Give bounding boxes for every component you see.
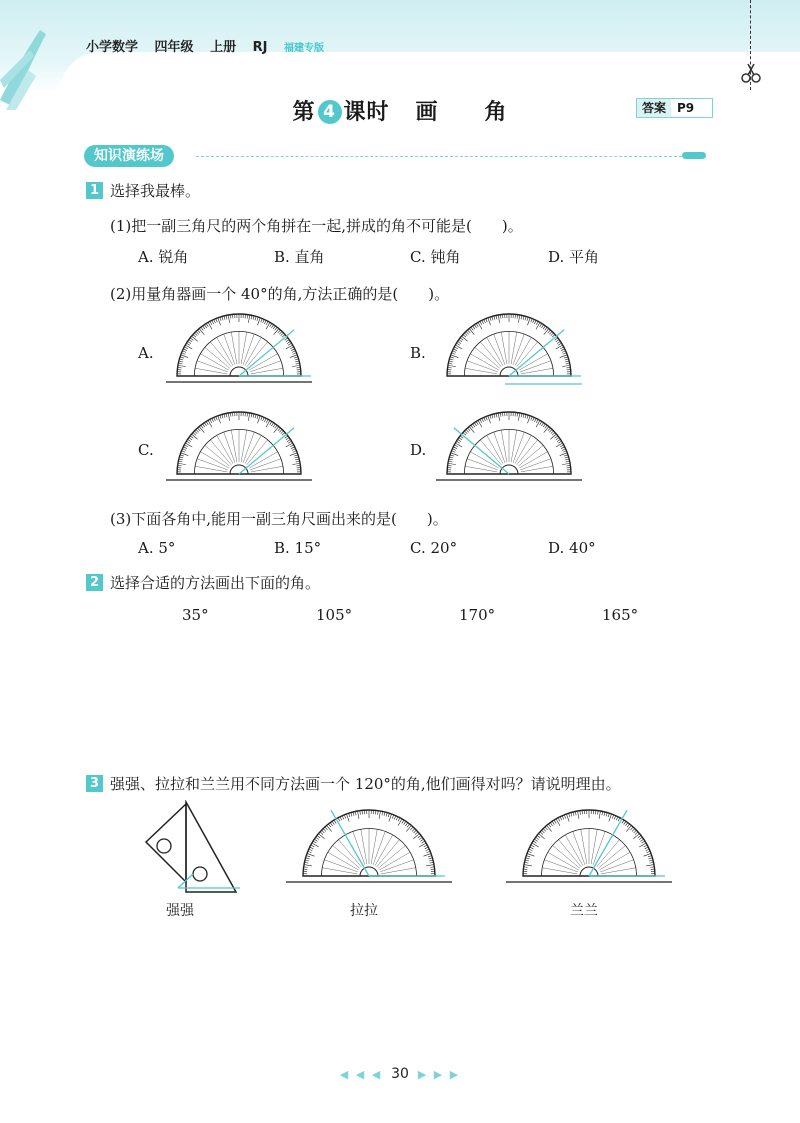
protractor-b <box>434 310 584 390</box>
answer-label: 答案 <box>637 99 671 117</box>
protractor-a <box>164 310 314 390</box>
q1-part3-option-c: C. 20° <box>410 539 458 557</box>
q1-part1-option-a: A. 锐角 <box>138 248 189 266</box>
q1-part1-option-d: D. 平角 <box>548 248 600 266</box>
q2-angle-165: 165° <box>602 606 639 624</box>
q1-number: 1 <box>86 182 103 199</box>
caption-lanlan: 兰兰 <box>570 903 598 919</box>
protractor-lala <box>284 806 454 890</box>
q1-part2-option-a: A. <box>138 344 154 362</box>
q1-title: 选择我最棒。 <box>110 182 201 200</box>
q1-part1-option-c: C. 钝角 <box>410 248 461 266</box>
lesson-number: 4 <box>318 100 342 124</box>
q1-part2-option-b: B. <box>410 344 426 362</box>
q3-number: 3 <box>86 775 103 792</box>
page-footer <box>0 1066 800 1082</box>
q1-part3-option-a: A. 5° <box>138 539 176 557</box>
q1-part2-option-d: D. <box>410 441 427 459</box>
triangle-rulers-figure <box>138 800 248 896</box>
page-number: 30 <box>391 1066 409 1082</box>
answer-page: P9 <box>671 99 712 117</box>
q1-part2-option-c: C. <box>138 441 154 459</box>
title-name: 画 角 <box>415 100 508 125</box>
q2-angle-105: 105° <box>316 606 353 624</box>
header-grade: 四年级 <box>154 40 194 55</box>
header-volume: 上册 <box>210 40 237 55</box>
header-info <box>86 36 336 55</box>
q1-part1-option-b: B. 直角 <box>274 248 325 266</box>
q2-title: 选择合适的方法画出下面的角。 <box>110 574 321 592</box>
q1-part3-option-d: D. 40° <box>548 539 596 557</box>
protractor-c <box>164 408 314 488</box>
q2-angle-170: 170° <box>459 606 496 624</box>
title-middle: 课时 <box>343 100 390 125</box>
footer-arrows-right: ▶ ▶ ▶ <box>417 1068 461 1081</box>
caption-qiangqiang: 强强 <box>166 903 194 919</box>
protractor-d <box>434 408 584 488</box>
header-edition: 福建专版 <box>284 43 325 54</box>
caption-lala: 拉拉 <box>350 903 378 919</box>
section-pill <box>682 152 706 159</box>
footer-arrows-left: ◀ ◀ ◀ <box>339 1068 383 1081</box>
title-prefix: 第 <box>292 100 316 125</box>
section-tag: 知识演练场 <box>84 145 174 167</box>
q1-part1-text: (1)把一副三角尺的两个角拼在一起,拼成的角不可能是( )。 <box>110 217 523 235</box>
q1-part2-text: (2)用量角器画一个 40°的角,方法正确的是( )。 <box>110 285 450 303</box>
header-subject: 小学数学 <box>86 40 139 55</box>
q3-title: 强强、拉拉和兰兰用不同方法画一个 120°的角,他们画得对吗？请说明理由。 <box>110 775 621 793</box>
q2-number: 2 <box>86 574 103 591</box>
q2-angle-35: 35° <box>182 606 209 624</box>
header-publisher: RJ <box>252 40 268 55</box>
protractor-lanlan <box>504 806 674 890</box>
q1-part3-option-b: B. 15° <box>274 539 322 557</box>
scissors-icon <box>740 62 762 84</box>
section-divider <box>196 156 682 157</box>
answer-reference <box>636 98 713 118</box>
q1-part3-text: (3)下面各角中,能用一副三角尺画出来的是( )。 <box>110 510 448 528</box>
